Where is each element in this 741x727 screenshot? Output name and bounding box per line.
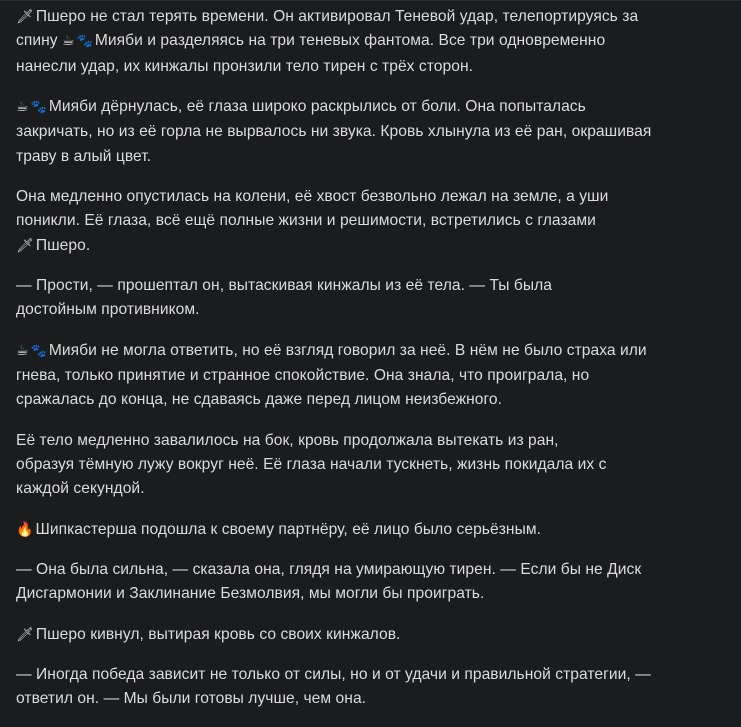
message-text: — Прости, — прошептал он, вытаскивая кинжалы из её тела. — Ты была	[16, 277, 553, 295]
message-text: — Иногда победа зависит не только от силы, но и от удачи и правильной стратегии, —	[16, 665, 651, 683]
message-text: Её тело медленно завалилось на бок, кровь продолжала вытекать из ран,	[16, 431, 559, 449]
message-line	[16, 120, 716, 144]
message-text: Она медленно опустилась на колени, её хвост безвольно лежал на земле, а уши	[16, 188, 609, 206]
message-line	[16, 234, 716, 258]
paw-prints-icon: 🐾	[30, 100, 47, 116]
message-line	[16, 95, 716, 120]
message-text: образуя тёмную лужу вокруг неё. Её глаза начали тускнеть, жизнь покидала их с	[16, 456, 607, 474]
message-line	[16, 558, 716, 582]
message-text: гнева, только принятие и странное спокойствие. Она знала, что проиграла, но	[16, 367, 590, 385]
message-paragraph	[16, 663, 716, 712]
message-line	[16, 582, 716, 606]
message-line	[16, 339, 716, 364]
coffee-cup-icon: ☕	[16, 342, 29, 359]
message-text: каждой секундой.	[16, 480, 145, 498]
dagger-icon: 🗡	[16, 237, 34, 254]
message-text: Мияби дёрнулась, её глаза широко раскрылись от боли. Она попыталась	[48, 98, 586, 116]
message-paragraph	[16, 339, 716, 413]
message-text: Пшеро.	[35, 236, 91, 254]
message-paragraph	[16, 558, 716, 607]
paw-prints-icon: 🐾	[76, 34, 93, 50]
message-text: — Она была сильна, — сказала она, глядя на умирающую тирен. — Если бы не Диск	[16, 560, 642, 578]
message-line	[16, 5, 716, 29]
dagger-icon: 🗡	[16, 9, 34, 25]
message-text: Пшеро не стал терять времени. Он активировал Теневой удар, телепортируясь за	[35, 8, 639, 25]
message-text: поникли. Её глаза, всё ещё полные жизни и решимости, встретились с глазами	[16, 212, 596, 230]
message-paragraph	[16, 623, 716, 647]
top-divider	[0, 0, 741, 1]
message-line	[16, 145, 716, 169]
message-line	[16, 274, 716, 298]
message-line	[16, 55, 716, 79]
message-paragraph	[16, 274, 716, 323]
message-line	[16, 477, 716, 501]
message-line	[16, 453, 716, 477]
message-text: спину	[16, 32, 58, 50]
chat-message-text	[16, 5, 716, 727]
message-text: Шипкастерша подошла к своему партнёру, её лицо было серьёзным.	[35, 520, 541, 538]
message-line	[16, 364, 716, 388]
message-line	[16, 29, 716, 54]
message-paragraph	[16, 429, 716, 502]
message-text: Мияби и разделяясь на три теневых фантома. Все три одновременно	[94, 32, 606, 50]
message-text: ответил он. — Мы были готовы лучше, чем она.	[16, 690, 367, 708]
message-line	[16, 623, 716, 647]
message-line	[16, 687, 716, 711]
message-text: закричать, но из её горла не вырвалось ни звука. Кровь хлынула из её ран, окрашивая	[16, 123, 652, 141]
dagger-icon: 🗡	[16, 626, 34, 643]
message-line	[16, 185, 716, 209]
message-text: траву в алый цвет.	[16, 147, 152, 165]
message-text: Пшеро кивнул, вытирая кровь со своих кинжалов.	[35, 625, 401, 643]
message-text: сражалась до конца, не сдаваясь даже перед лицом неизбежного.	[16, 391, 502, 409]
message-line	[16, 518, 716, 542]
message-text: нанесли удар, их кинжалы пронзили тело тирен с трёх сторон.	[16, 57, 473, 75]
message-text: Дисгармонии и Заклинание Безмолвия, мы могли бы проиграть.	[16, 585, 485, 603]
coffee-cup-icon: ☕	[16, 99, 29, 116]
message-paragraph	[16, 518, 716, 542]
paw-prints-icon: 🐾	[30, 343, 47, 359]
message-paragraph	[16, 5, 716, 79]
coffee-cup-icon: ☕	[62, 33, 75, 50]
fire-icon: 🔥	[16, 521, 34, 538]
message-line	[16, 663, 716, 687]
message-line	[16, 209, 716, 233]
message-text: достойным противником.	[16, 301, 200, 319]
message-line	[16, 298, 716, 322]
message-text: Мияби не могла ответить, но её взгляд говорил за неё. В нём не было страха или	[48, 341, 647, 359]
message-line	[16, 388, 716, 412]
message-paragraph	[16, 95, 716, 169]
message-paragraph	[16, 185, 716, 258]
message-line	[16, 429, 716, 453]
